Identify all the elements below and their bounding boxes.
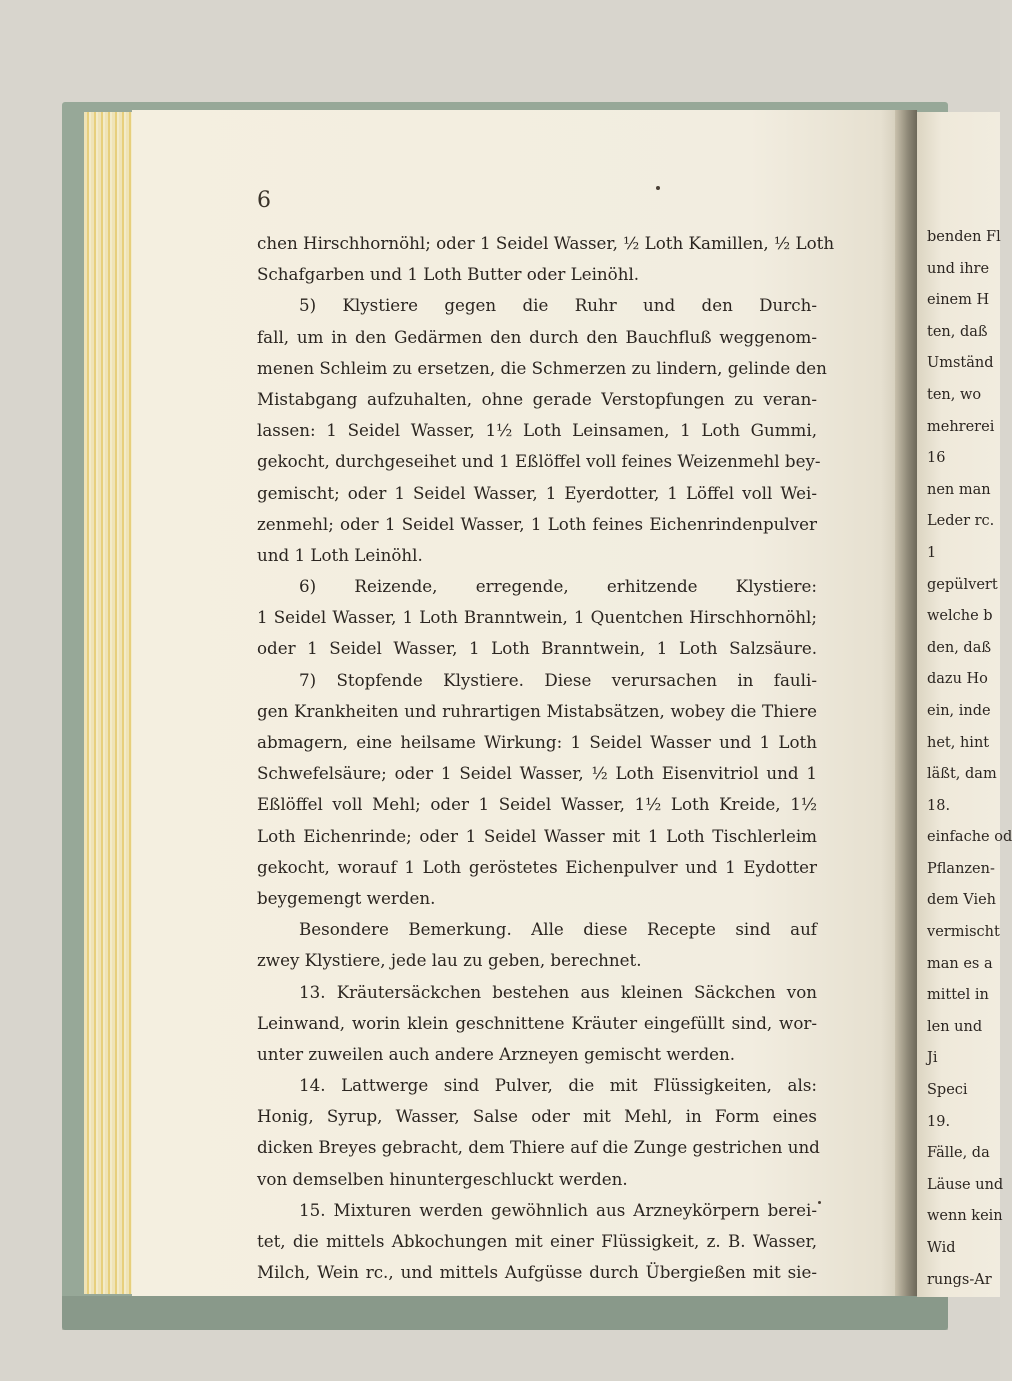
section-heading-line: 5) Klystiere gegen die Ruhr und den Durch- — [299, 295, 817, 316]
text-line: zenmehl; oder 1 Seidel Wasser, 1 Loth feines Eichenrindenpulver — [257, 513, 817, 534]
right-text-line: Läuse und — [927, 1176, 1004, 1193]
text-line: oder 1 Seidel Wasser, 1 Loth Branntwein, 1 Loth Salzsäure. — [257, 638, 817, 659]
right-text-line: einfache od — [927, 829, 1012, 846]
text-line: Honig, Syrup, Wasser, Salse oder mit Mehl, in Form eines — [257, 1106, 817, 1127]
right-text-line: läßt, dam — [927, 766, 997, 783]
right-text-line: nen man — [927, 481, 991, 498]
text-line: chen Hirschhornöhl; oder 1 Seidel Wasser, ½ Loth Kamillen, ½ Loth — [257, 233, 835, 253]
right-text-line: Ji — [927, 1050, 938, 1067]
section-heading-line: 14. Lattwerge sind Pulver, die mit Flüssigkeiten, als: — [299, 1075, 817, 1096]
cover-shadow — [62, 1296, 948, 1330]
right-text-line: wenn kein — [927, 1208, 1003, 1225]
text-line: gekocht, durchgeseihet und 1 Eßlöffel voll feines Weizenmehl bey- — [257, 451, 821, 472]
text-line: Mistabgang aufzuhalten, ohne gerade Verstopfungen zu veran- — [257, 388, 817, 409]
text-line: beygemengt werden. — [257, 887, 436, 908]
ink-speck — [656, 186, 660, 190]
right-text-line: Fälle, da — [927, 1145, 990, 1162]
right-text-line: welche b — [927, 608, 993, 625]
section-heading-line: 6) Reizende, erregende, erhitzende Klystiere: — [299, 576, 817, 597]
text-line: gen Krankheiten und ruhrartigen Mistabsätzen, wobey die Thiere — [257, 700, 817, 721]
text-line: von demselben hinuntergeschluckt werden. — [257, 1168, 628, 1189]
right-text-line: Leder rc. — [927, 513, 995, 530]
main-text — [257, 228, 835, 1288]
book-gutter — [895, 110, 917, 1296]
section-heading-line: 7) Stopfende Klystiere. Diese verursachen in fauli- — [299, 669, 817, 690]
section-heading-line: 15. Mixturen werden gewöhnlich aus Arzneykörpern berei- — [299, 1199, 817, 1220]
text-line: 1 Seidel Wasser, 1 Loth Branntwein, 1 Quentchen Hirschhornöhl; — [257, 607, 817, 628]
page-edges — [84, 112, 132, 1294]
text-line: Schwefelsäure; oder 1 Seidel Wasser, ½ Loth Eisenvitriol und 1 — [257, 763, 817, 784]
text-line: Loth Eichenrinde; oder 1 Seidel Wasser mit 1 Loth Tischlerleim — [257, 825, 817, 846]
right-text-line: ein, inde — [927, 702, 991, 719]
text-line: gemischt; oder 1 Seidel Wasser, 1 Eyerdotter, 1 Löffel voll Wei- — [257, 482, 817, 503]
right-text-line: den, daß — [927, 639, 992, 656]
text-line: zwey Klystiere, jede lau zu geben, berechnet. — [257, 950, 642, 971]
text-line: Eßlöffel voll Mehl; oder 1 Seidel Wasser, 1½ Loth Kreide, 1½ — [257, 794, 817, 815]
page-number: 6 — [257, 188, 271, 213]
right-text-line: benden Fl — [927, 229, 1001, 245]
section-heading-line: 13. Kräutersäckchen bestehen aus kleinen Säckchen von — [299, 981, 817, 1002]
text-line: gekocht, worauf 1 Loth geröstetes Eichenpulver und 1 Eydotter — [257, 856, 817, 877]
text-line: menen Schleim zu ersetzen, die Schmerzen zu lindern, gelinde den — [257, 357, 827, 378]
text-line: unter zuweilen auch andere Arzneyen gemischt werden. — [257, 1043, 736, 1064]
right-text-line: man es a — [927, 955, 993, 972]
text-line: abmagern, eine heilsame Wirkung: 1 Seidel Wasser und 1 Loth — [257, 732, 817, 752]
right-text-line: len und — [927, 1018, 983, 1035]
text-line: Milch, Wein rc., und mittels Aufgüsse durch Übergießen mit sie- — [257, 1262, 817, 1283]
text-line: Leinwand, worin klein geschnittene Kräuter eingefüllt sind, wor- — [257, 1012, 817, 1033]
right-text-line: gepülvert — [927, 576, 998, 593]
right-text-line: ten, daß — [927, 323, 988, 340]
right-text-line: mehrerei — [927, 418, 995, 435]
text-line: lassen: 1 Seidel Wasser, 1½ Loth Leinsamen, 1 Loth Gummi, — [257, 420, 817, 441]
right-text-line: het, hint — [927, 734, 990, 751]
right-page-text — [927, 222, 1012, 1296]
right-text-line: ten, wo — [927, 386, 982, 403]
right-text-line: 19. — [927, 1113, 951, 1130]
right-text-line: dazu Ho — [927, 671, 988, 688]
right-text-line: dem Vieh — [927, 892, 996, 909]
right-text-line: Speci — [927, 1082, 968, 1099]
text-line: tet, die mittels Abkochungen mit einer Flüssigkeit, z. B. Wasser, — [257, 1231, 817, 1251]
right-text-line: Pflanzen- — [927, 860, 995, 877]
text-line: Schafgarben und 1 Loth Butter oder Leinöhl. — [257, 264, 640, 285]
ink-speck — [818, 1201, 821, 1204]
right-text-line: mittel in — [927, 987, 989, 1004]
right-text-line: und ihre — [927, 260, 990, 277]
right-text-line: 16 — [927, 450, 946, 467]
right-text-line: 1 — [927, 544, 937, 561]
text-line: fall, um in den Gedärmen den durch den Bauchfluß weggenom- — [257, 326, 817, 347]
right-text-line: einem H — [927, 292, 990, 309]
right-text-line: Umständ — [927, 355, 994, 372]
text-line: dicken Breyes gebracht, dem Thiere auf die Zunge gestrichen und — [257, 1137, 820, 1158]
right-text-line: rungs-Ar — [927, 1271, 992, 1288]
right-text-line: vermischt — [927, 924, 1000, 941]
text-line: und 1 Loth Leinöhl. — [257, 544, 423, 565]
right-text-line: 18. — [927, 797, 951, 814]
section-heading-line: Besondere Bemerkung. Alle diese Recepte sind auf — [299, 919, 817, 940]
right-text-line: Wid — [927, 1240, 956, 1256]
